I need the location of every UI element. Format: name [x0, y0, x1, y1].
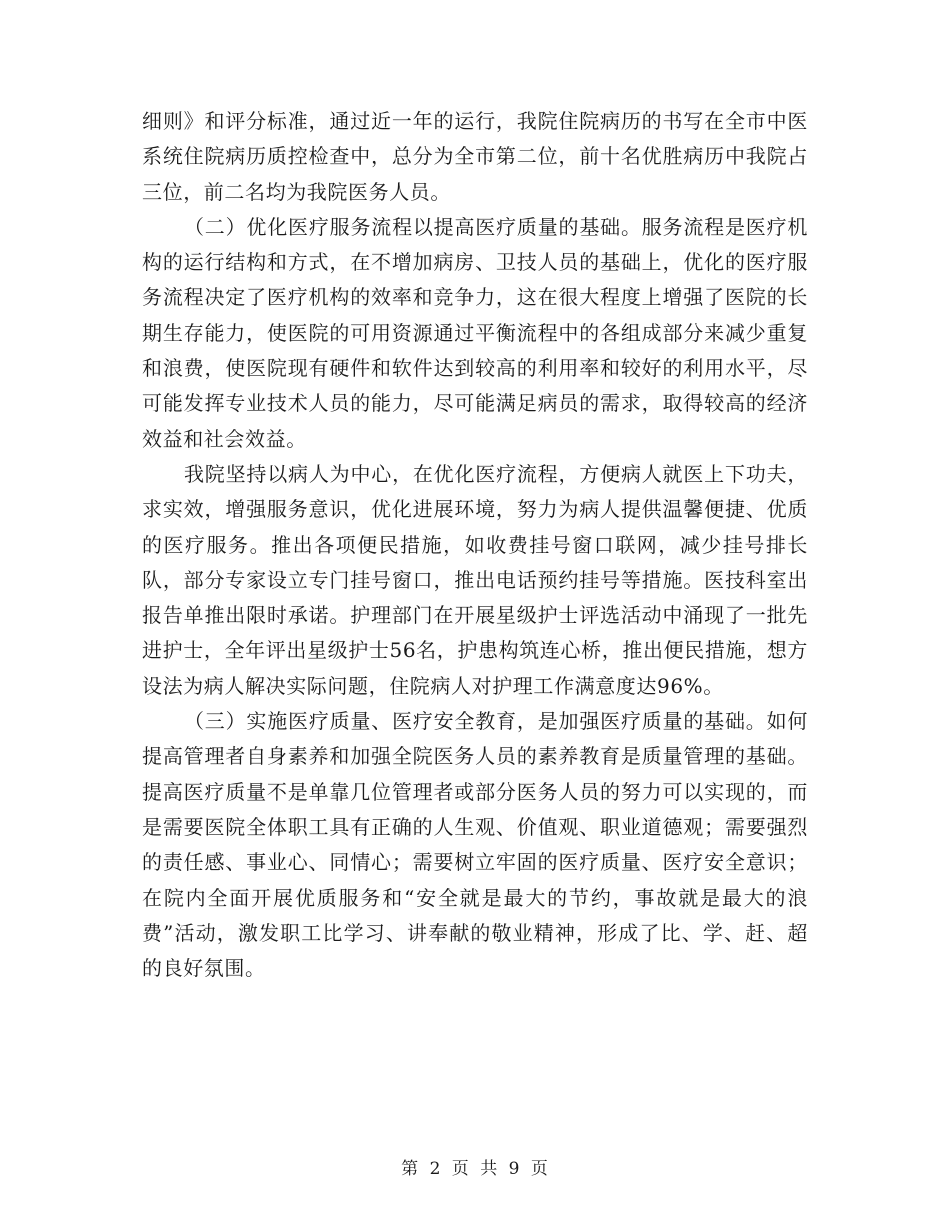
paragraph-4: （三）实施医疗质量、医疗安全教育，是加强医疗质量的基础。如何提高管理者自身素养和加强全院医务人员的素养教育是质量管理的基础。提高医疗质量不是单靠几位管理者或部分医务人员的努力可以实现的，而是需要医院全体职工具有正确的人生观、价值观、职业道德观；需要强烈的责任感、事业心、同情心；需要树立牢固的医疗质量、医疗安全意识；在院内全面开展优质服务和“安全就是最大的节约，事故就是最大的浪费”活动，激发职工比学习、讲奉献的敬业精神，形成了比、学、赶、超的良好氛围。 — [142, 709, 808, 981]
paragraph-2: （二）优化医疗服务流程以提高医疗质量的基础。服务流程是医疗机构的运行结构和方式，在不增加病房、卫技人员的基础上，优化的医疗服务流程决定了医疗机构的效率和竞争力，这在很大程度上增强了医院的长期生存能力，使医院的可用资源通过平衡流程中的各组成部分来减少重复和浪费，使医院现有硬件和软件达到较高的利用率和较好的利用水平，尽可能发挥专业技术人员的能力，尽可能满足病员的需求，取得较高的经济效益和社会效益。 — [142, 214, 808, 451]
document-body — [142, 104, 808, 986]
paragraph-3: 我院坚持以病人为中心，在优化医疗流程，方便病人就医上下功夫，求实效，增强服务意识，优化进展环境，努力为病人提供温馨便捷、优质的医疗服务。推出各项便民措施，如收费挂号窗口联网，减少挂号排长队，部分专家设立专门挂号窗口，推出电话预约挂号等措施。医技科室出报告单推出限时承诺。护理部门在开展星级护士评选活动中涌现了一批先进护士，全年评出星级护士56名，护患构筑连心桥，推出便民措施，想方设法为病人解决实际问题，住院病人对护理工作满意度达96%。 — [142, 461, 808, 698]
paragraph-1: 细则》和评分标准，通过近一年的运行，我院住院病历的书写在全市中医系统住院病历质控检查中，总分为全市第二位，前十名优胜病历中我院占三位，前二名均为我院医务人员。 — [142, 109, 808, 204]
page-number-footer: 第 2 页 共 9 页 — [401, 1159, 549, 1179]
